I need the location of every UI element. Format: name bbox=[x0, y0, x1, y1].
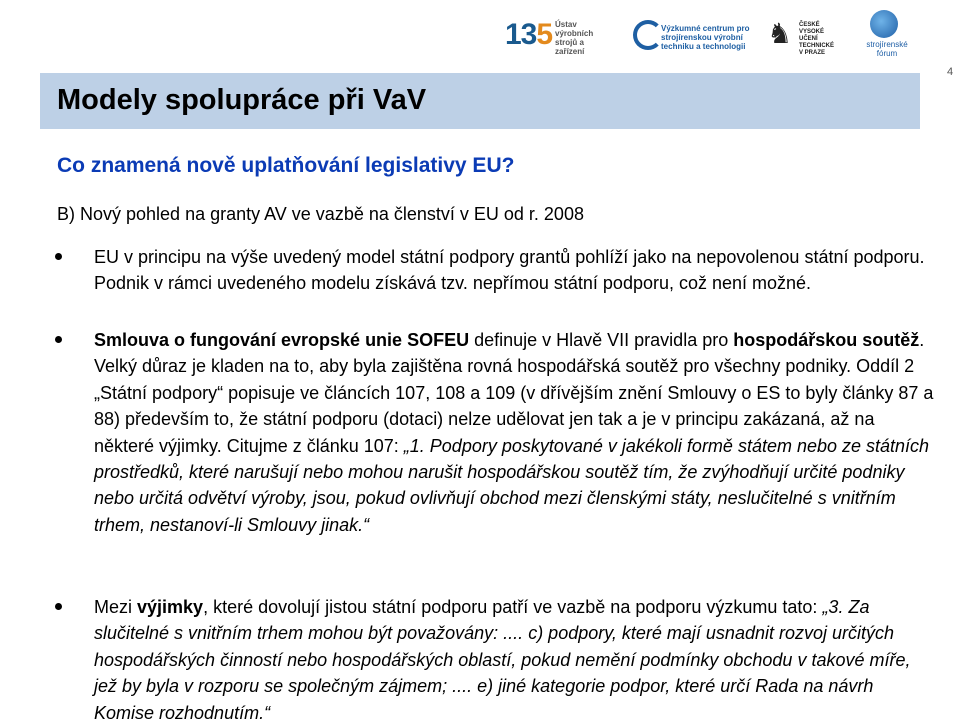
strojirenske-forum-logo bbox=[850, 10, 920, 60]
text-segment: Mezi bbox=[94, 597, 138, 617]
vc-ring-icon bbox=[633, 20, 663, 50]
text-segment: „1. Podpory poskytované v jakékoli formě státem nebo ze státních prostředků, které narušují nebo mohou narušit hospodářskou soutěž tím, že zvýhodňují určité podniky nebo určitá odvětví výroby, jsou, pokud ovlivňují obchod mezi členskými státy, neslučitelné s vnitřním trhem, nestanoví-li Smlouvy jinak.“ bbox=[94, 435, 930, 535]
text-segment: EU v principu na výše uvedený model státní podpory grantů pohlíží jako na nepovolenou státní podporu. Podnik v rámci uvedeného modelu získává tzv. nepřímou státní podporu, což není možné. bbox=[94, 247, 925, 294]
text-segment: . Velký důraz je kladen na to, aby byla zajištěna rovná hospodářská soutěž pro všechny podniky. Oddíl 2 „Státní podpory“ popisuje ve článcích 107, 108 a 109 (v dřívějším znění Smlouvy o ES to byly články 87 a 88) především to, že státní podporu (dotaci) nelze udělovat jen tak a je v principu zakázaná, až na některé výjimky. Citujme z článku 107: bbox=[94, 330, 934, 456]
135-let-ustav-logo bbox=[505, 10, 615, 60]
section-heading: B) Nový pohled na granty AV ve vazbě na členství v EU od r. 2008 bbox=[57, 204, 584, 224]
bullet-marker bbox=[52, 250, 64, 262]
logo-text: Ústav výrobních strojů a zařízení bbox=[555, 20, 594, 56]
slide-title: Modely spolupráce při VaV bbox=[57, 84, 427, 116]
text-segment: hospodářskou soutěž bbox=[733, 330, 920, 350]
vyzkumne-centrum-logo bbox=[633, 10, 753, 60]
text-segment: , které dovolují jistou státní podporu patří ve vazbě na podporu výzkumu tato: bbox=[203, 597, 823, 617]
logo-mark-135: 135 bbox=[505, 18, 553, 51]
logo-text: Výzkumné centrum pro strojírenskou výrobní techniku a technologii bbox=[661, 24, 750, 51]
cvut-lion-icon: ♞ bbox=[767, 18, 793, 49]
globe-icon bbox=[870, 10, 898, 38]
logo-text: ČESKÉ VYSOKÉ UČENÍ TECHNICKÉ V PRAZE bbox=[799, 22, 835, 56]
text-segment: definuje v Hlavě VII pravidla pro bbox=[469, 330, 734, 350]
page-number: 4 bbox=[947, 66, 954, 78]
cvut-logo bbox=[767, 10, 833, 60]
bullet-marker bbox=[52, 600, 64, 612]
text-segment: výjimky bbox=[137, 597, 204, 617]
bullet-paragraph bbox=[94, 594, 934, 726]
text-segment: Smlouva o fungování evropské unie SOFEU bbox=[94, 330, 470, 350]
logo-text: strojírenské fórum bbox=[866, 40, 908, 58]
bullet-paragraph bbox=[94, 327, 934, 538]
text-segment: „3. Za slučitelné s vnitřním trhem mohou být považovány: .... c) podpory, které mají usnadnit rozvoj určitých hospodářských činností nebo hospodářských oblastí, pokud nemění podmínky obchodu v takové míře, jež by byla v rozporu se společným zájmem; .... e) jiné kategorie podpor, které určí Rada na návrh Komise rozhodnutím.“ bbox=[94, 597, 911, 723]
slide-subtitle: Co znamená nově uplatňování legislativy EU? bbox=[57, 154, 515, 177]
bullet-marker bbox=[52, 333, 64, 345]
header-logos bbox=[505, 10, 925, 60]
bullet-paragraph bbox=[94, 244, 934, 297]
